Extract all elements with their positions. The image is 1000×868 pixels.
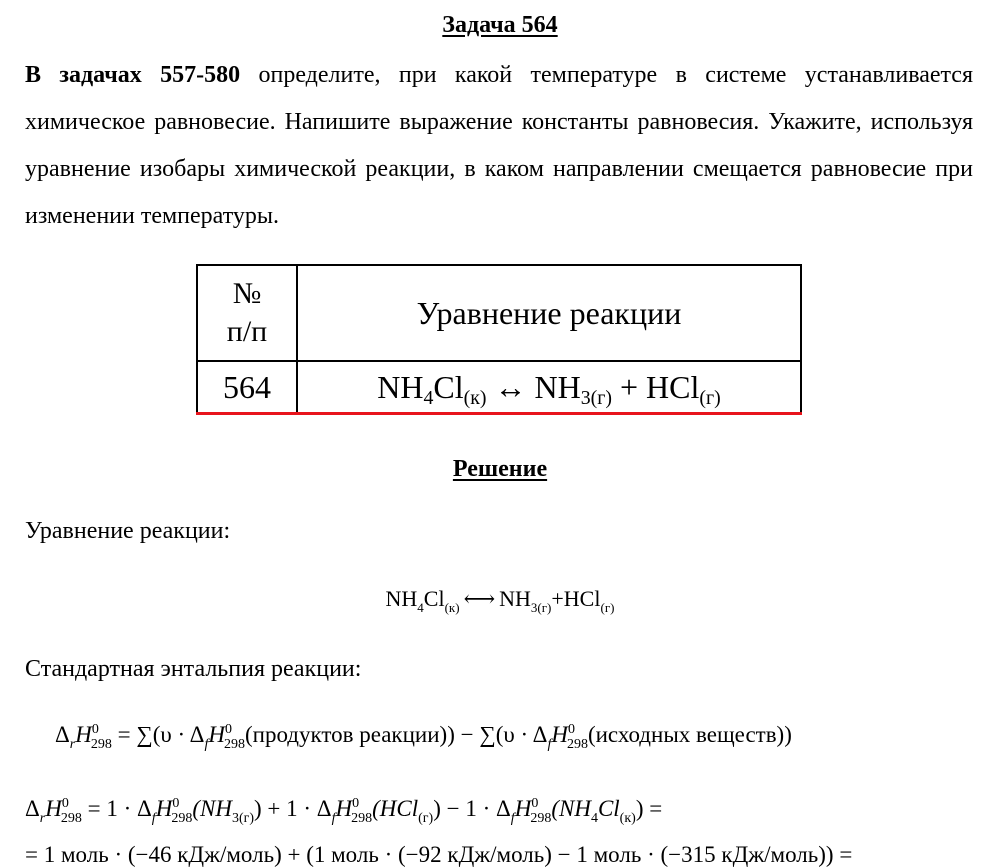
table-header-row bbox=[197, 265, 801, 361]
reaction-table bbox=[196, 264, 802, 415]
task-title: Задача 564 bbox=[442, 12, 558, 38]
reaction-equation: $NH_4Cl_{(к)}$ ⟷ $NH_{3(г)}+HCl_{(г)}$ bbox=[385, 586, 615, 615]
enthalpy-label: Стандартная энтальпия реакции: bbox=[25, 656, 362, 682]
header-equation: Уравнение реакции bbox=[297, 265, 801, 361]
row-number: 564 bbox=[197, 361, 297, 414]
enthalpy-substituted-formula: $\Delta_rH^0_{298} = 1 \cdot \Delta_fH^0_{298}(NH_{3(г)}) + 1 \cdot \Delta_fH^0_{298}(HCl_{(г)}) - 1 \cdot \Delta_fH^0_{298}(NH_4Cl_{(к)})$ = bbox=[25, 796, 663, 826]
reaction-label: Уравнение реакции: bbox=[25, 518, 231, 544]
task-text: определите, при какой температуре в системе устанавливается химическое равновесие. Напишите выражение константы равновесия. Укажите, используя уравнение изобары химической реакции, в каком направлении смещается равновесие при изменении температуры. bbox=[25, 62, 973, 229]
enthalpy-general-formula: $\Delta_rH^0_{298} = \sum(\upsilon$ · $\Delta_fH^0_{298}(продуктов$ реакции)) − $\sum(\upsilon \cdot \Delta_fH^0_{298}(исходных$ веществ)) bbox=[55, 722, 792, 752]
row-equation: $NH_4Cl_{(к)}$ ↔ $NH_{3(г)} + HCl_{(г)}$ bbox=[297, 361, 801, 414]
solution-title: Решение bbox=[452, 456, 548, 482]
header-number: № п/п bbox=[197, 265, 297, 361]
task-range: В задачах 557-580 bbox=[25, 62, 241, 88]
task-statement bbox=[25, 52, 973, 240]
enthalpy-numeric-formula: = 1 моль · (−46 кДж/моль) + (1 моль · (−92 кДж/моль) − 1 моль · (−315 кДж/моль)) = bbox=[25, 842, 853, 867]
equilibrium-arrow-icon: ⟷ bbox=[463, 586, 496, 611]
table-row bbox=[197, 361, 801, 414]
